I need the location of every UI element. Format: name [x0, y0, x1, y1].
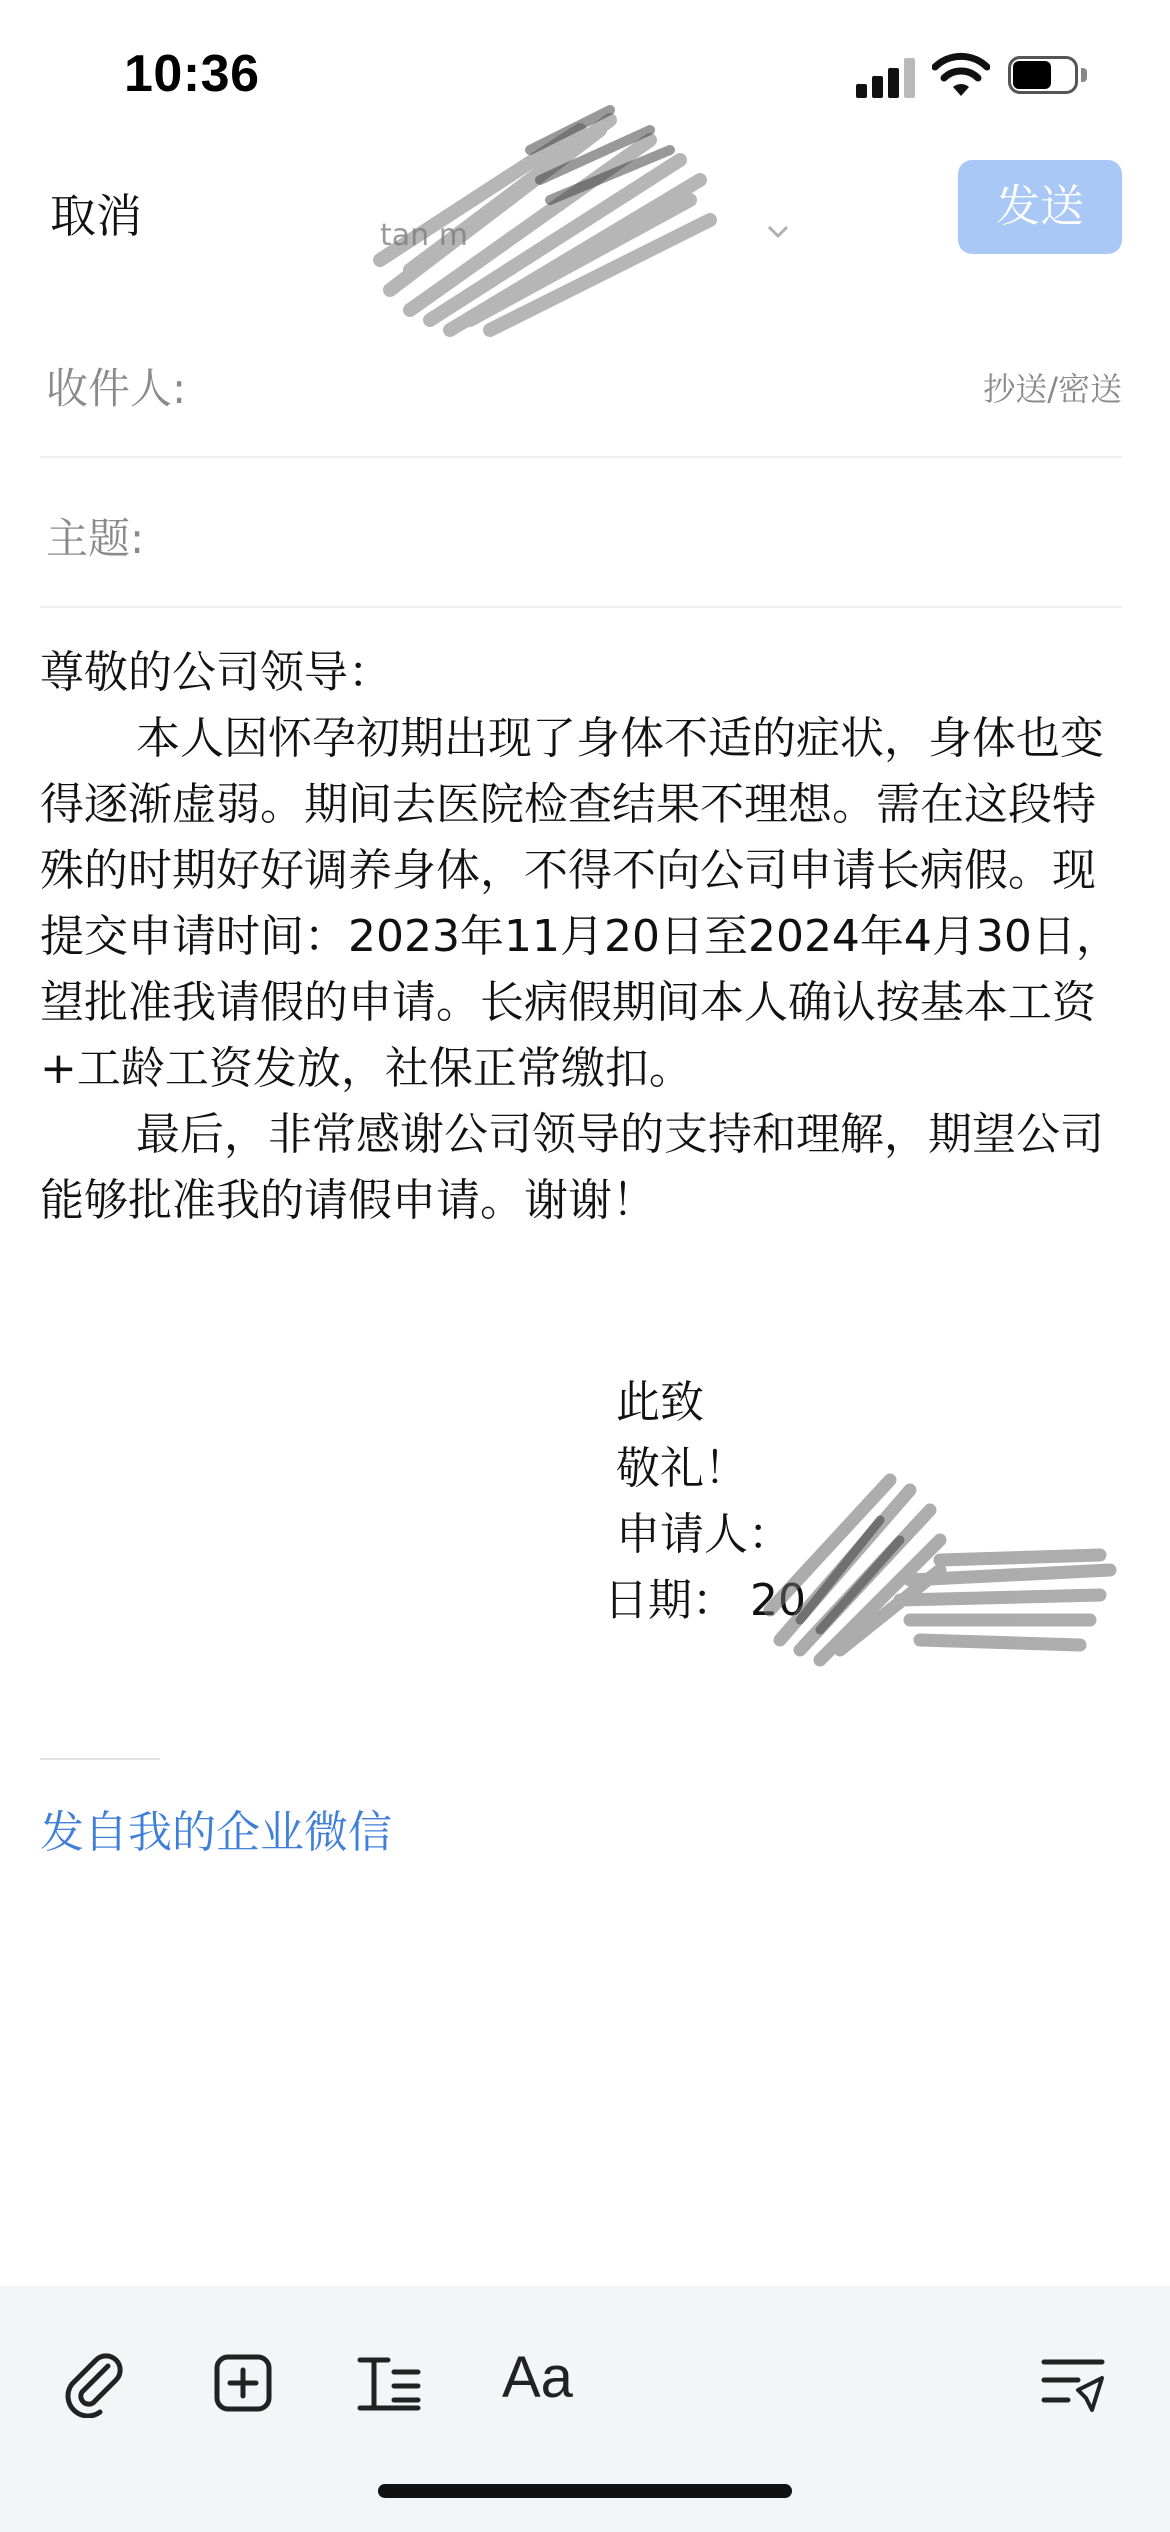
add-box-icon[interactable]: [208, 2348, 278, 2418]
send-later-icon[interactable]: [1038, 2348, 1108, 2418]
send-button[interactable]: 发送: [958, 160, 1122, 254]
body-paragraph: 本人因怀孕初期出现了身体不适的症状，身体也变得逐渐虚弱。期间去医院检查结果不理想。需在这段特殊的时期好好调养身体，不得不向公司申请长病假。现提交申请时间：2023年11月20日至2024年4月30日，望批准我请假的申请。长病假期间本人确认按基本工资+工龄工资发放，社保正常缴扣。: [40, 713, 1120, 1094]
closing-line: 敬礼！: [616, 1443, 748, 1494]
closing-line: 此致: [616, 1377, 704, 1428]
mail-body-editor[interactable]: [40, 640, 1130, 1234]
recipient-row[interactable]: [40, 350, 1122, 420]
cellular-signal-icon: [856, 56, 916, 98]
battery-icon: [1008, 56, 1090, 96]
text-format-icon[interactable]: [354, 2348, 424, 2418]
subject-label: 主题:: [46, 514, 145, 563]
status-time: 10:36: [124, 45, 260, 103]
applicant-line: 申请人：: [616, 1509, 792, 1560]
body-greeting: 尊敬的公司领导：: [40, 647, 392, 698]
wifi-icon: [932, 52, 990, 98]
font-icon[interactable]: Aa: [502, 2345, 573, 2410]
cancel-button[interactable]: 取消: [50, 189, 142, 243]
cc-bcc-button[interactable]: 抄送/密送: [983, 370, 1122, 408]
body-paragraph: 最后，非常感谢公司领导的支持和理解，期望公司能够批准我的请假申请。谢谢！: [40, 1109, 1104, 1226]
signature-text: 发自我的企业微信: [40, 1807, 392, 1858]
date-label: 日期：: [604, 1575, 736, 1626]
sender-account-selector[interactable]: tan m: [380, 218, 468, 253]
compose-header: [0, 150, 1170, 280]
date-line: [604, 1568, 806, 1634]
divider: [40, 456, 1122, 458]
paperclip-icon[interactable]: [60, 2348, 130, 2418]
home-indicator: [378, 2484, 792, 2498]
status-bar: [0, 0, 1170, 150]
date-value: 20: [750, 1575, 806, 1626]
closing-block: [604, 1370, 806, 1634]
recipient-label: 收件人:: [46, 364, 187, 413]
signature-divider: [40, 1758, 160, 1760]
divider: [40, 606, 1122, 608]
chevron-down-icon[interactable]: [766, 224, 790, 240]
subject-row[interactable]: [40, 500, 1122, 570]
